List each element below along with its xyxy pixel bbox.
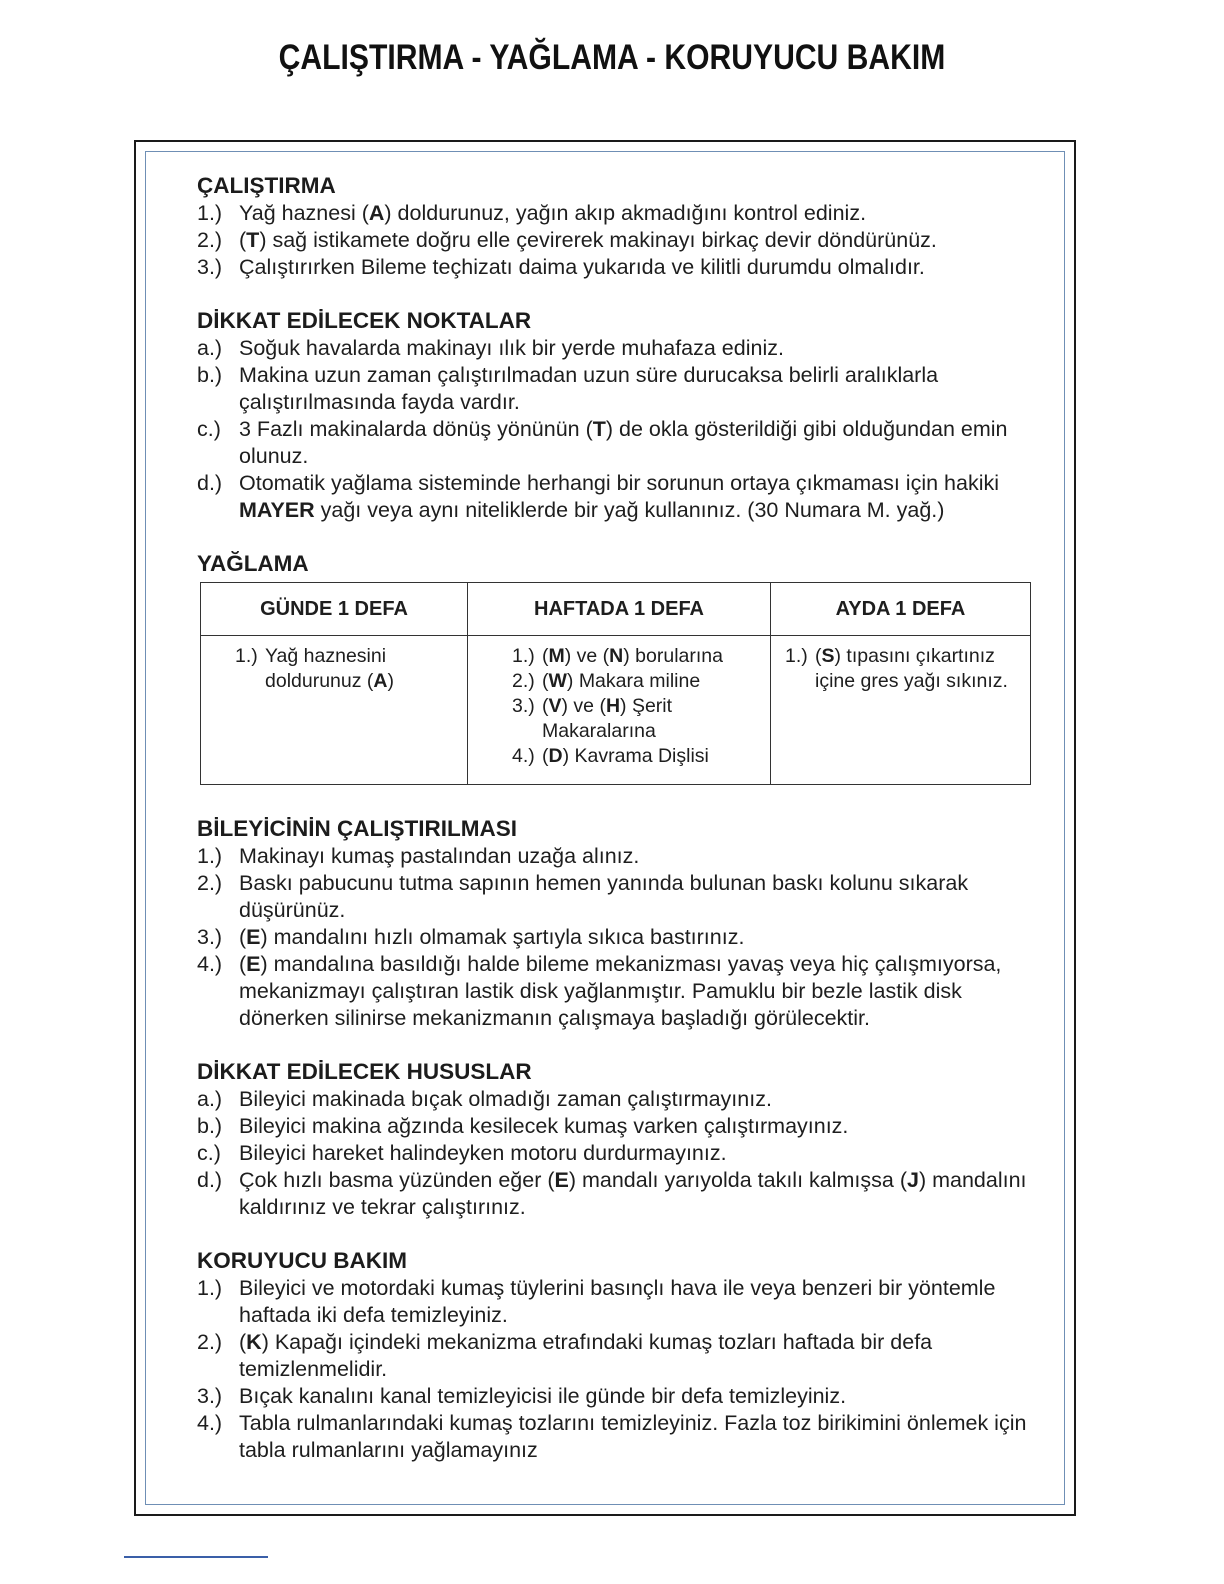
item-number: 3.): [197, 1384, 223, 1408]
page-title: ÇALIŞTIRMA - YAĞLAMA - KORUYUCU BAKIM: [278, 38, 946, 77]
item-number: d.): [197, 471, 223, 495]
item-number: 4.): [197, 1411, 223, 1435]
section-title-yaglama: YAĞLAMA: [197, 551, 309, 576]
list-item: [197, 870, 1049, 924]
item-text: (E) mandalını hızlı olmamak şartıyla sıkıca bastırınız.: [239, 925, 745, 949]
item-text: Makinayı kumaş pastalından uzağa alınız.: [239, 844, 640, 868]
cell-item: 1.) Yağ haznesini doldurunuz (A): [235, 645, 394, 692]
list-item: [197, 1383, 1049, 1410]
list-item: [197, 1410, 1049, 1464]
list-item: [197, 951, 1049, 1032]
table-row: [201, 636, 1031, 785]
section-title-dikkat-noktalar: DİKKAT EDİLECEK NOKTALAR: [197, 308, 532, 333]
content: [197, 172, 1049, 1464]
item-text: Bileyici hareket halindeyken motoru durdurmayınız.: [239, 1141, 727, 1165]
list-item: [197, 362, 1049, 416]
item-text: Baskı pabucunu tutma sapının hemen yanında bulunan baskı kolunu sıkarak düşürünüz.: [239, 871, 969, 922]
item-number: b.): [197, 363, 223, 387]
list-item: [197, 254, 1049, 281]
list-item: [197, 1329, 1049, 1383]
item-text: (K) Kapağı içindeki mekanizma etrafındaki kumaş tozları haftada bir defa temizlenmelidir.: [239, 1330, 933, 1381]
item-text: Soğuk havalarda makinayı ılık bir yerde muhafaza ediniz.: [239, 336, 784, 360]
item-number: 3.): [197, 255, 223, 279]
list-item: [197, 1113, 1049, 1140]
header-monthly: AYDA 1 DEFA: [771, 583, 1031, 636]
item-number: 2.): [197, 871, 223, 895]
item-text: Bıçak kanalını kanal temizleyicisi ile günde bir defa temizleyiniz.: [239, 1384, 847, 1408]
item-number: 1.): [197, 201, 223, 225]
cell-item: 4.) (D) Kavrama Dişlisi: [512, 745, 709, 767]
list-item: [197, 1275, 1049, 1329]
list-item: [197, 416, 1049, 470]
item-text: (E) mandalına basıldığı halde bileme mekanizması yavaş veya hiç çalışmıyorsa, mekanizmayı çalıştıran lastik disk yağlanmıştır. Pamuklu bir bezle lastik disk dönerken silinirse mekanizmanın çalışmaya başladığı görülecektir.: [239, 952, 1002, 1030]
item-number: b.): [197, 1114, 223, 1138]
item-number: c.): [197, 417, 221, 441]
item-number: c.): [197, 1141, 221, 1165]
list-item: [197, 843, 1049, 870]
section-title-calistirma: ÇALIŞTIRMA: [197, 173, 336, 198]
item-text: Bileyici makinada bıçak olmadığı zaman çalıştırmayınız.: [239, 1087, 772, 1111]
item-text: Tabla rulmanlarındaki kumaş tozlarını temizleyiniz. Fazla toz birikimini önlemek için tabla rulmanlarını yağlamayınız: [239, 1411, 1027, 1462]
cell-item: 1.) (M) ve (N) borularına: [512, 645, 723, 667]
item-text: Çok hızlı basma yüzünden eğer (E) mandalı yarıyolda takılı kalmışsa (J) mandalını kaldırınız ve tekrar çalıştırınız.: [239, 1168, 1027, 1219]
footer-rule: [124, 1556, 268, 1558]
item-text: Bileyici makina ağzında kesilecek kumaş varken çalıştırmayınız.: [239, 1114, 849, 1138]
item-number: a.): [197, 1087, 223, 1111]
item-number: 2.): [197, 1330, 223, 1354]
section-title-koruyucu-bakim: KORUYUCU BAKIM: [197, 1248, 407, 1273]
cell-daily: [201, 636, 468, 785]
header-daily: GÜNDE 1 DEFA: [201, 583, 468, 636]
item-text: Makina uzun zaman çalıştırılmadan uzun süre durucaksa belirli aralıklarla çalıştırılmasında fayda vardır.: [239, 363, 939, 414]
item-number: 1.): [197, 844, 223, 868]
item-text: (T) sağ istikamete doğru elle çevirerek makinayı birkaç devir döndürünüz.: [239, 228, 937, 252]
cell-monthly: [771, 636, 1031, 785]
item-text: Otomatik yağlama sisteminde herhangi bir sorunun ortaya çıkmaması için hakiki MAYER yağı veya aynı niteliklerde bir yağ kullanınız. (30 Numara M. yağ.): [239, 471, 999, 522]
list-item: [197, 200, 1049, 227]
list-item: [197, 1167, 1049, 1221]
section-title-dikkat-hususlar: DİKKAT EDİLECEK HUSUSLAR: [197, 1059, 532, 1084]
lubrication-table: [200, 582, 1031, 785]
cell-item: 2.) (W) Makara miline: [512, 670, 701, 692]
item-number: 2.): [197, 228, 223, 252]
cell-item: 3.) (V) ve (H) Şerit Makaralarına: [512, 695, 673, 742]
header-weekly: HAFTADA 1 DEFA: [468, 583, 771, 636]
list-item: [197, 227, 1049, 254]
item-text: Yağ haznesi (A) doldurunuz, yağın akıp akmadığını kontrol ediniz.: [239, 201, 867, 225]
list-item: [197, 470, 1049, 524]
item-text: Bileyici ve motordaki kumaş tüylerini basınçlı hava ile veya benzeri bir yöntemle haftada iki defa temizleyiniz.: [239, 1276, 996, 1327]
list-item: [197, 1086, 1049, 1113]
item-number: 1.): [197, 1276, 223, 1300]
section-title-bileyici: BİLEYİCİNİN ÇALIŞTIRILMASI: [197, 816, 517, 841]
list-item: [197, 1140, 1049, 1167]
item-number: a.): [197, 336, 223, 360]
cell-item: 1.) (S) tıpasını çıkartınız içine gres yağı sıkınız.: [785, 645, 1008, 692]
item-number: 3.): [197, 925, 223, 949]
table-header-row: [201, 583, 1031, 636]
item-text: Çalıştırırken Bileme teçhizatı daima yukarıda ve kilitli durumdu olmalıdır.: [239, 255, 925, 279]
item-number: d.): [197, 1168, 223, 1192]
cell-weekly: [468, 636, 771, 785]
list-item: [197, 335, 1049, 362]
list-item: [197, 924, 1049, 951]
item-text: 3 Fazlı makinalarda dönüş yönünün (T) de okla gösterildiği gibi olduğundan emin olunuz.: [239, 417, 1008, 468]
item-number: 4.): [197, 952, 223, 976]
